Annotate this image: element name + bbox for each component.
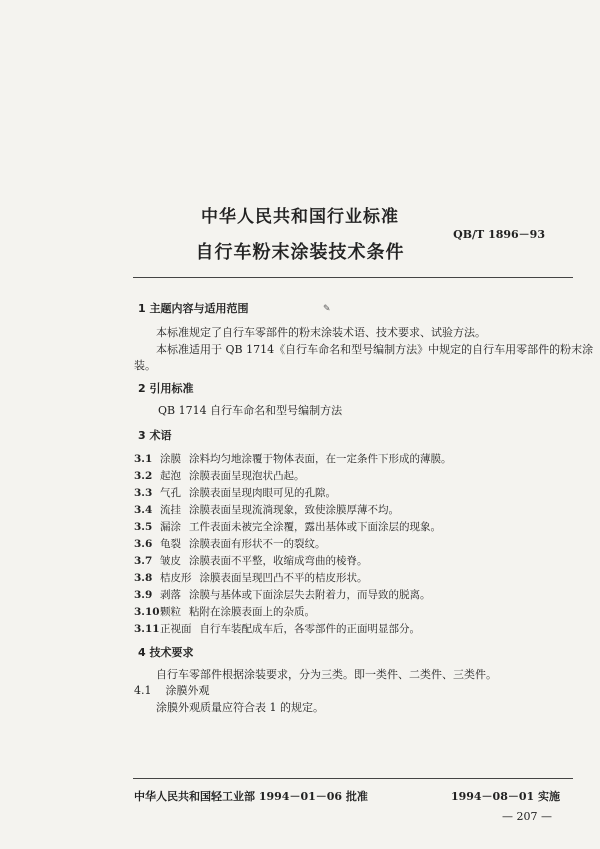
section-2-heading: 2 引用标准	[138, 382, 194, 395]
standard-category: 中华人民共和国行业标准	[201, 207, 399, 227]
header-divider	[133, 277, 573, 278]
section-1-para-2-line-2: 装。	[134, 359, 156, 372]
page-number: — 207 —	[502, 810, 552, 823]
term-row: 3.1 涂膜 涂料均匀地涂覆于物体表面，在一定条件下形成的薄膜。	[134, 453, 452, 465]
term-row: 3.10颗粒 粘附在涂膜表面上的杂质。	[134, 606, 315, 618]
document-title: 自行车粉末涂装技术条件	[195, 242, 405, 263]
term-row: 3.7 皱皮 涂膜表面不平整，收缩成弯曲的棱脊。	[134, 555, 368, 567]
section-4-para-1: 自行车零部件根据涂装要求，分为三类。即一类件、二类件、三类件。	[156, 668, 497, 681]
term-row: 3.11正视面 自行车装配成车后，各零部件的正面明显部分。	[134, 623, 420, 635]
subsection-number: 4.1	[134, 684, 152, 697]
term-row: 3.4 流挂 涂膜表面呈现流淌现象，致使涂膜厚薄不均。	[134, 504, 399, 516]
footer-divider	[133, 778, 573, 779]
section-4-1-heading	[134, 683, 210, 698]
term-row: 3.8 桔皮形 涂膜表面呈现凹凸不平的桔皮形状。	[134, 572, 368, 584]
effective-date: 1994－08－01 实施	[450, 790, 560, 803]
reference-standard: QB 1714 自行车命名和型号编制方法	[158, 404, 343, 417]
scan-mark: ✎	[323, 304, 331, 314]
section-4-heading: 4 技术要求	[138, 646, 194, 659]
term-row: 3.5 漏涂 工件表面未被完全涂覆，露出基体或下面涂层的现象。	[134, 521, 441, 533]
term-row: 3.2 起泡 涂膜表面呈现泡状凸起。	[134, 470, 305, 482]
section-1-heading: 1 主题内容与适用范围	[138, 302, 249, 315]
term-row: 3.3 气孔 涂膜表面呈现肉眼可见的孔隙。	[134, 487, 336, 499]
section-1-para-2-line-1: 本标准适用于 QB 1714《自行车命名和型号编制方法》中规定的自行车用零部件的粉末涂	[156, 343, 594, 356]
section-4-para-2: 涂膜外观质量应符合表 1 的规定。	[156, 701, 324, 714]
issued-date: 中华人民共和国轻工业部 1994－01－06 批准	[134, 790, 368, 803]
term-row: 3.9 剥落 涂膜与基体或下面涂层失去附着力，而导致的脱离。	[134, 589, 431, 601]
section-1-para-1: 本标准规定了自行车零部件的粉末涂装术语、技术要求、试验方法。	[156, 326, 486, 339]
standard-code: QB/T 1896－93	[453, 228, 545, 241]
subsection-title: 涂膜外观	[165, 684, 210, 697]
section-3-heading: 3 术语	[138, 429, 172, 442]
term-row: 3.6 龟裂 涂膜表面有形状不一的裂纹。	[134, 538, 326, 550]
